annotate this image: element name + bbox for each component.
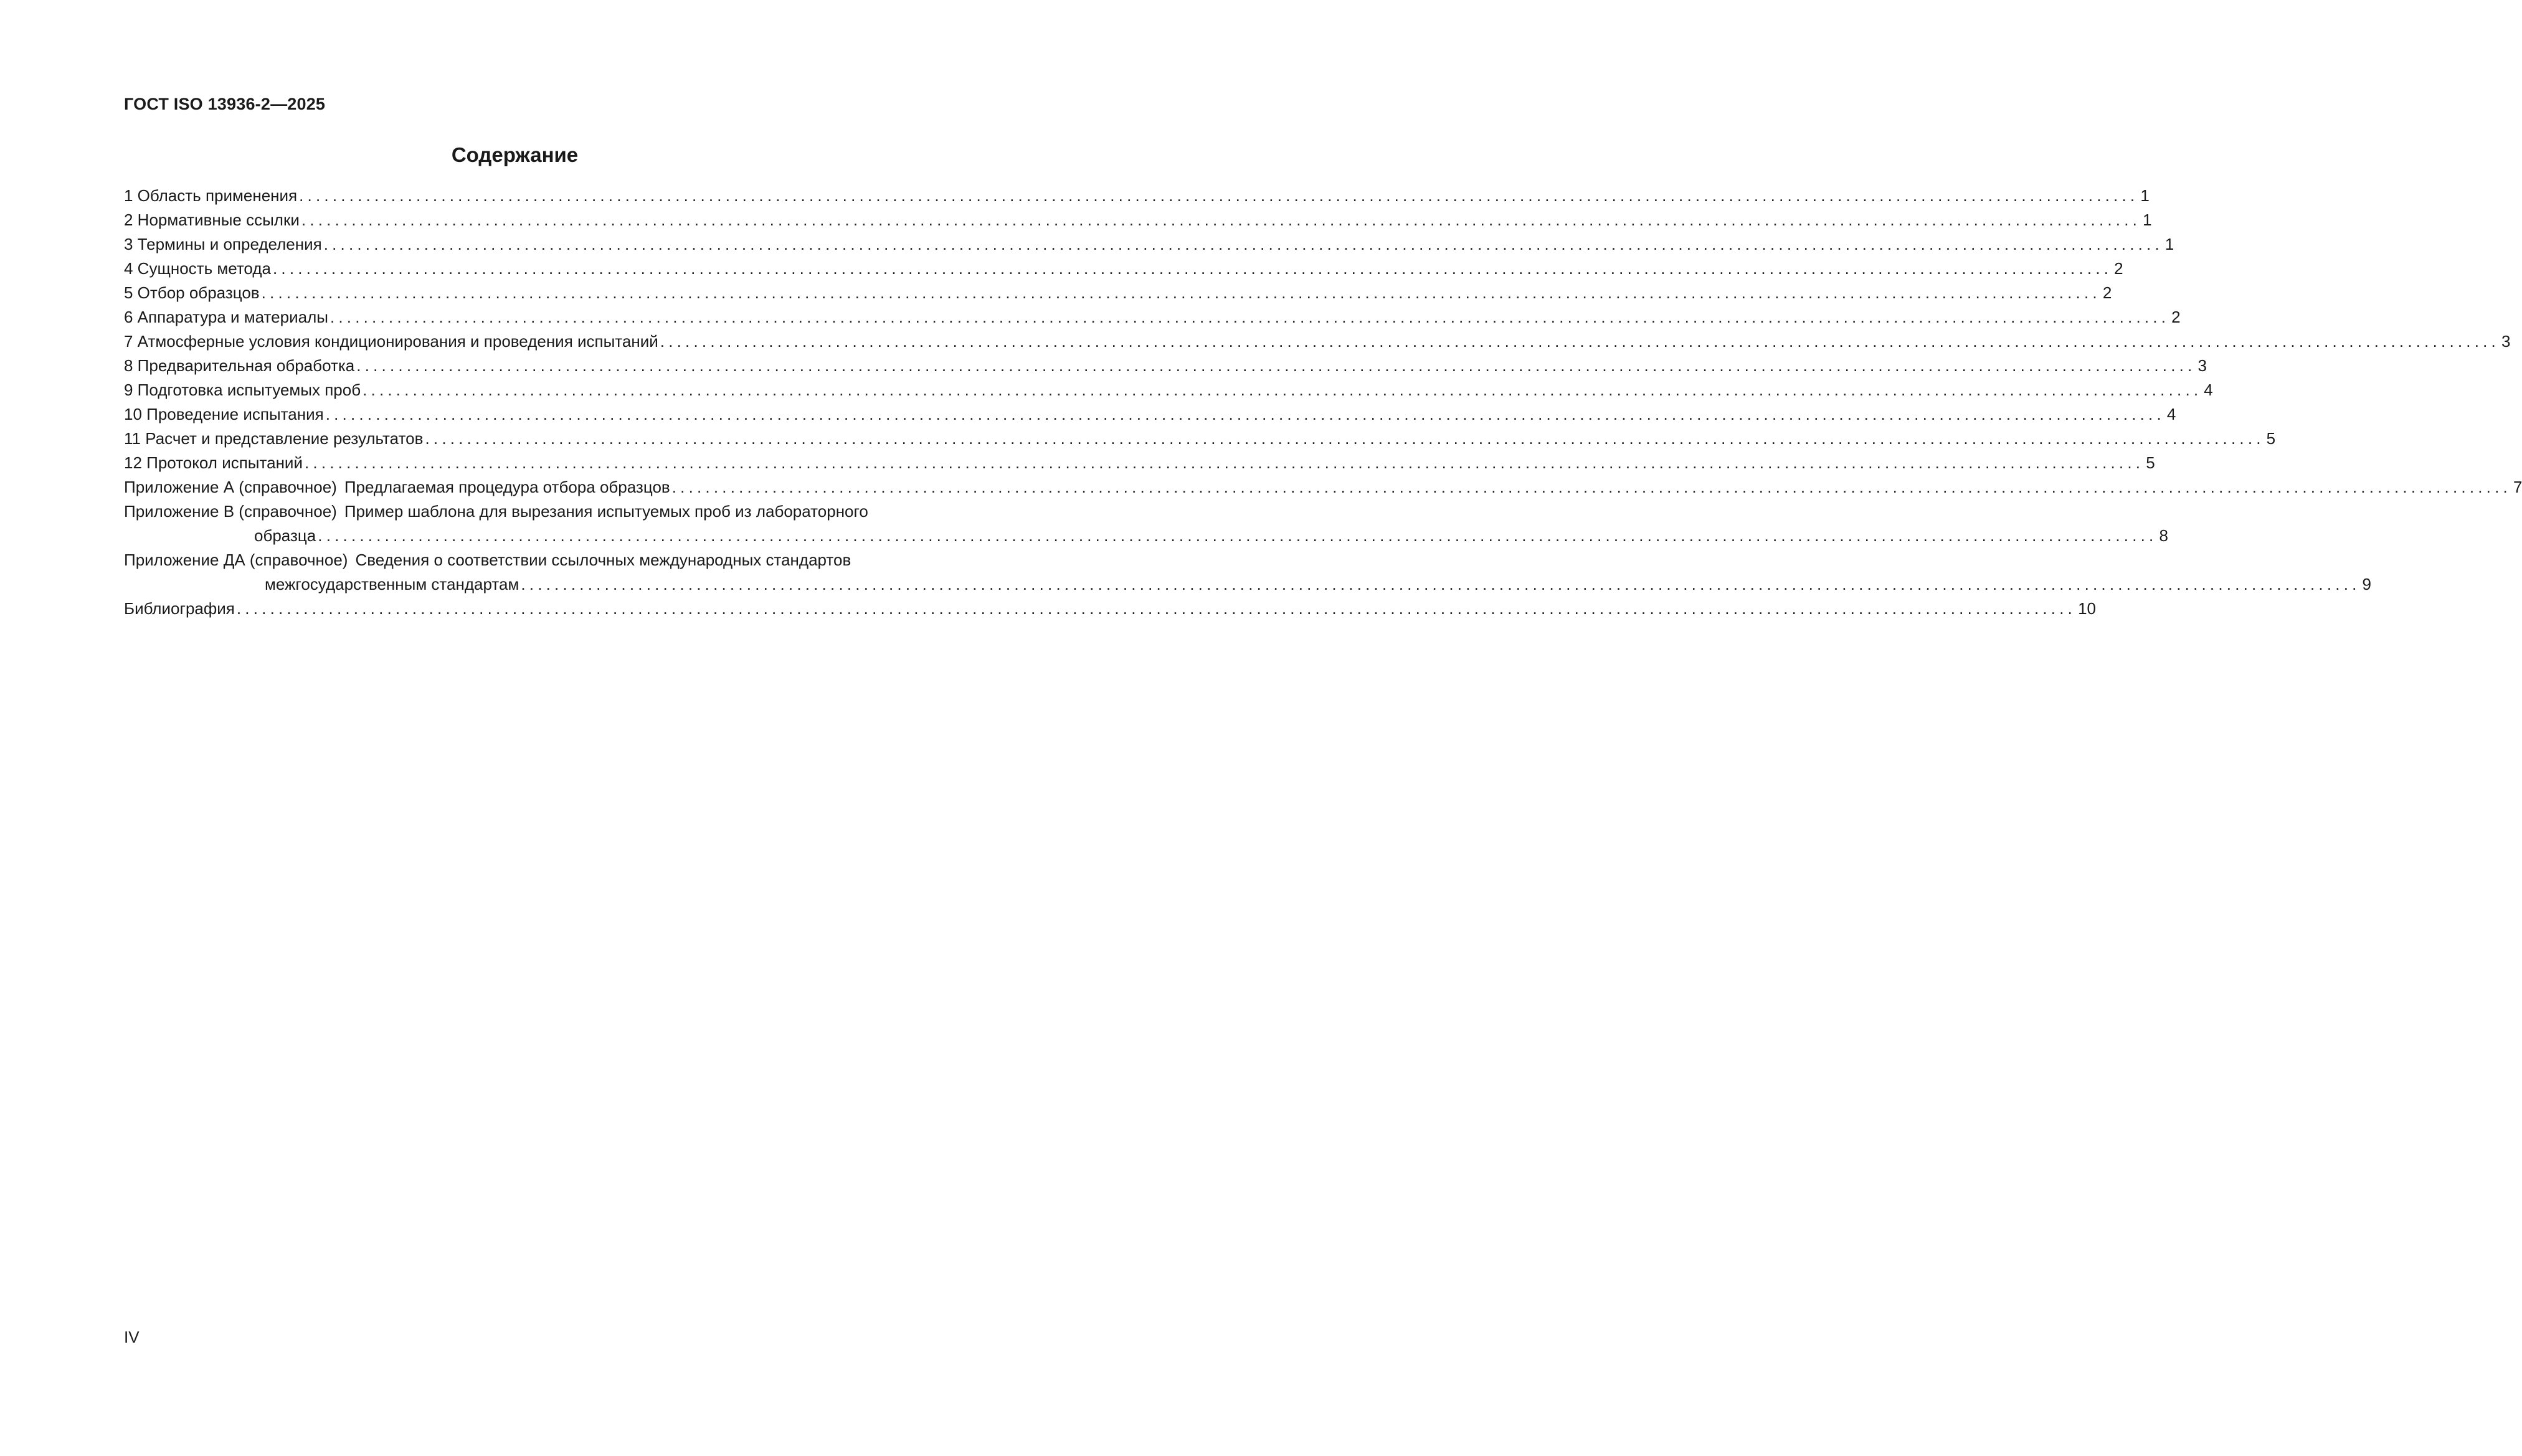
annex-label: Приложение В (справочное) [124, 502, 337, 521]
annex-label: Приложение ДА (справочное) [124, 551, 348, 569]
toc-entry-5[interactable] [124, 281, 2112, 305]
toc-entry-page: 2 [2171, 308, 2181, 326]
dot-leader: ............................................................................................................................................................................................................................ [329, 308, 2170, 326]
toc-entry-12[interactable] [124, 451, 2155, 475]
annex-title-line1: Пример шаблона для вырезания испытуемых проб из лабораторного [344, 502, 868, 521]
dot-leader: ............................................................................................................................................................................................................................ [356, 356, 2196, 375]
toc-entry-text: 10 Проведение испытания [124, 405, 324, 423]
toc-entry-text: 2 Нормативные ссылки [124, 210, 300, 229]
toc-title: Содержание [451, 143, 579, 166]
toc-entry-text: 8 Предварительная обработка [124, 356, 355, 375]
toc-entry-text: 9 Подготовка испытуемых проб [124, 381, 361, 399]
toc-entry-page: 10 [2078, 599, 2096, 618]
dot-leader: ............................................................................................................................................................................................................................ [299, 186, 2139, 205]
toc-entry-page: 9 [2362, 575, 2372, 593]
annex-label: Приложение А (справочное) [124, 478, 337, 496]
toc-entry-text: 4 Сущность метода [124, 259, 271, 278]
toc-entry-2[interactable] [124, 208, 2152, 232]
toc-entry-page: 2 [2102, 283, 2112, 302]
dot-leader: ............................................................................................................................................................................................................................ [318, 526, 2158, 545]
toc-entry-6[interactable] [124, 305, 2181, 329]
toc-entry-text: 5 Отбор образцов [124, 283, 260, 302]
toc-entry-text: 7 Атмосферные условия кондиционирования и проведения испытаний [124, 332, 658, 351]
toc-entry-text: 6 Аппаратура и материалы [124, 308, 328, 326]
annex-title-line1: Сведения о соответствии ссылочных международных стандартов [355, 551, 851, 569]
toc-entry-page: 8 [2159, 526, 2168, 545]
toc-entry-3[interactable] [124, 232, 2174, 257]
toc-entry-9[interactable] [124, 378, 2213, 402]
dot-leader: ............................................................................................................................................................................................................................ [301, 210, 2141, 229]
toc-annex-a[interactable] [124, 475, 2522, 499]
document-code: ГОСТ ISO 13936-2—2025 [124, 95, 326, 113]
toc-entry-11[interactable] [124, 427, 2276, 451]
toc-entry-page: 5 [2266, 429, 2276, 448]
dot-leader: ............................................................................................................................................................................................................................ [660, 332, 2500, 351]
toc-entry-page: 3 [2197, 356, 2207, 375]
toc-entry-text: 1 Область применения [124, 186, 298, 205]
toc-entry-page: 1 [2143, 210, 2152, 229]
toc-annex-b[interactable] [124, 499, 2168, 548]
toc-entry-10[interactable] [124, 402, 2176, 427]
toc-bibliography[interactable] [124, 597, 2096, 621]
toc-entry-page: 7 [2513, 478, 2522, 496]
toc-entry-7[interactable] [124, 329, 2511, 354]
toc-entry-8[interactable] [124, 354, 2207, 378]
toc-entry-page: 5 [2146, 453, 2155, 472]
toc-entry-page: 4 [2204, 381, 2213, 399]
dot-leader: ............................................................................................................................................................................................................................ [236, 599, 2077, 618]
toc-entry-page: 3 [2501, 332, 2511, 351]
dot-leader: ............................................................................................................................................................................................................................ [521, 575, 2361, 593]
toc-entry-page: 4 [2166, 405, 2176, 423]
annex-title-line2: межгосударственным стандартам [265, 575, 519, 593]
toc-entry-page: 1 [2140, 186, 2150, 205]
toc-annex-da[interactable] [124, 548, 2372, 597]
annex-title: Предлагаемая процедура отбора образцов [344, 478, 670, 496]
toc-entry-4[interactable] [124, 257, 2123, 281]
dot-leader: ............................................................................................................................................................................................................................ [425, 429, 2265, 448]
annex-title-line2: образца [254, 526, 316, 545]
toc-entry-page: 2 [2114, 259, 2123, 278]
dot-leader: ............................................................................................................................................................................................................................ [323, 235, 2163, 253]
dot-leader: ............................................................................................................................................................................................................................ [363, 381, 2202, 399]
dot-leader: ............................................................................................................................................................................................................................ [671, 478, 2511, 496]
table-of-contents [124, 184, 2522, 621]
toc-entry-text: 12 Протокол испытаний [124, 453, 303, 472]
toc-entry-text: 3 Термины и определения [124, 235, 322, 253]
dot-leader: ............................................................................................................................................................................................................................ [304, 453, 2145, 472]
toc-entry-page: 1 [2164, 235, 2174, 253]
dot-leader: ............................................................................................................................................................................................................................ [272, 259, 2113, 278]
toc-entry-text: Библиография [124, 599, 235, 618]
page-number: IV [124, 1328, 140, 1346]
toc-entry-1[interactable] [124, 184, 2150, 208]
toc-entry-text: 11 Расчет и представление результатов [124, 429, 424, 448]
dot-leader: ............................................................................................................................................................................................................................ [325, 405, 2165, 423]
dot-leader: ............................................................................................................................................................................................................................ [261, 283, 2101, 302]
